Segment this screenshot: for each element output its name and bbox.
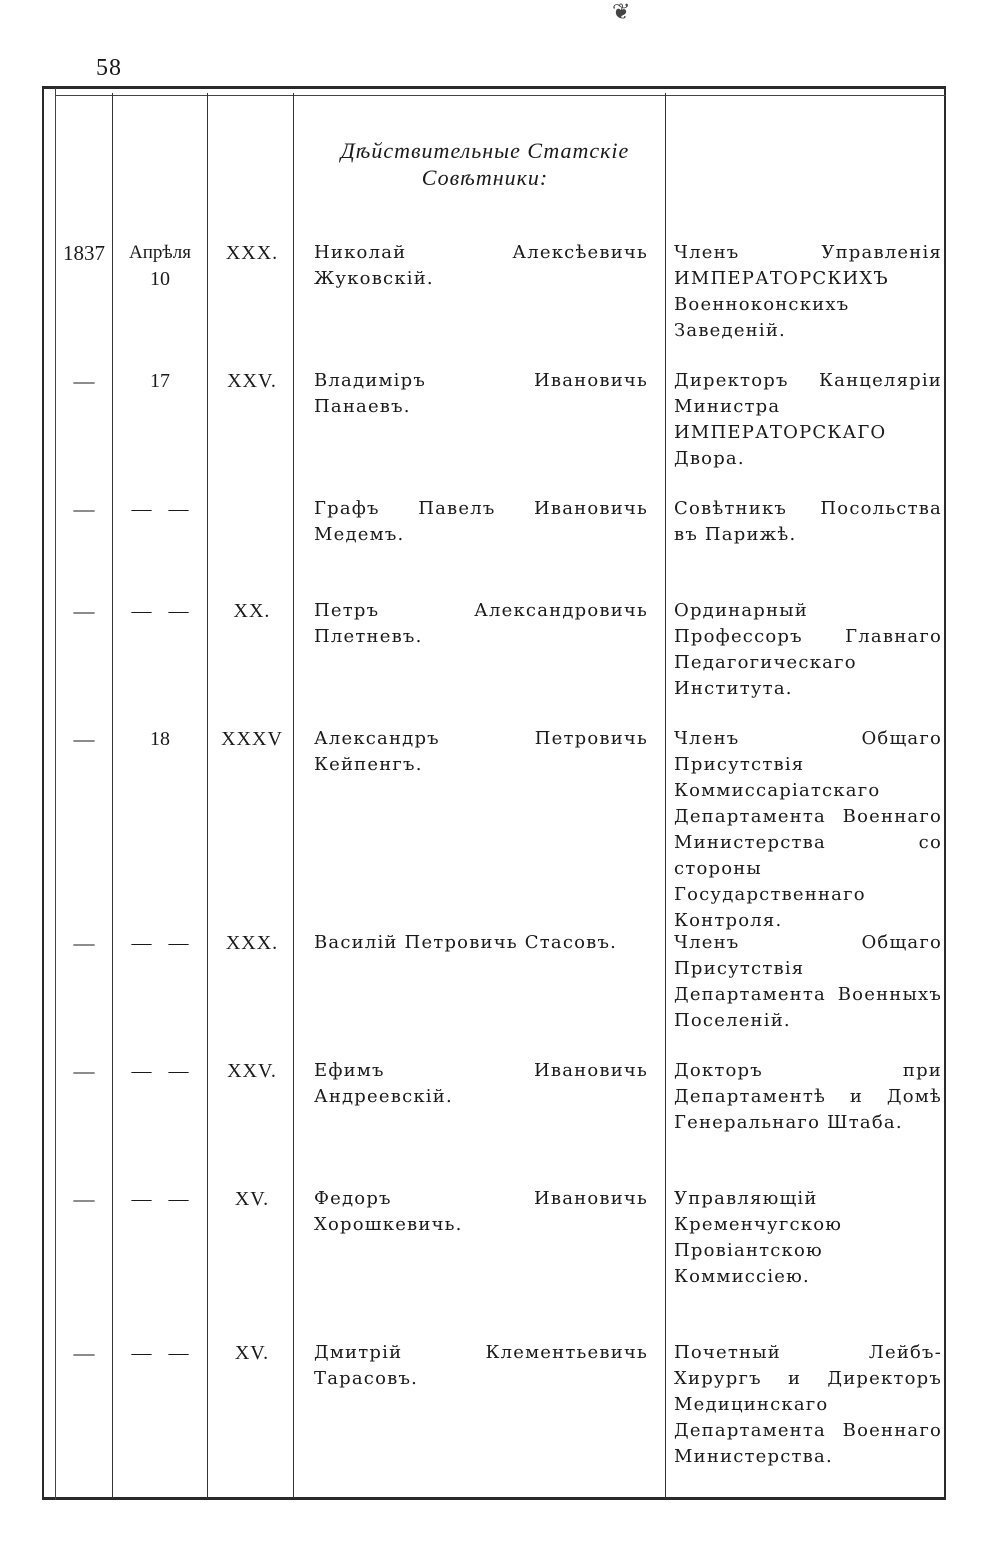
day-label: 10 (150, 268, 170, 290)
ditto-mark: — (168, 932, 189, 954)
post-cell: Управляющій Кременчугскою Провіантскою Коммиссіею. (674, 1188, 843, 1287)
top-rule (56, 95, 946, 96)
roman-numeral-cell: XXV. (227, 1060, 277, 1082)
ditto-mark: — (168, 1188, 189, 1210)
ditto-mark: — (168, 600, 189, 622)
year-cell: — (73, 497, 95, 521)
day-label: 18 (150, 728, 170, 750)
name-cell: Александръ Петровичь Кейпенгъ. (314, 728, 648, 775)
day-label: 17 (150, 370, 170, 392)
name-cell: Ефимъ Ивановичь Андреевскій. (314, 1060, 648, 1107)
year-cell: — (73, 727, 95, 751)
date-cell (114, 726, 206, 752)
ditto-mark: — (131, 498, 152, 520)
ditto-mark: — (131, 932, 152, 954)
post-cell: Членъ Общаго Присутствія Коммиссаріатскаго Департамента Военнаго Министерства со стороны Государственнаго Контроля. (674, 728, 942, 931)
ditto-mark: — (131, 1188, 152, 1210)
ditto-mark: — (168, 1342, 189, 1364)
date-cell (114, 496, 206, 522)
year-cell: — (73, 1059, 95, 1083)
month-label: Апрѣля (129, 242, 191, 263)
year-cell: — (73, 1187, 95, 1211)
ditto-mark: — (131, 1342, 152, 1364)
post-cell: Членъ Управленія ИМПЕРАТОРСКИХЪ Военноконскихъ Заведеній. (674, 242, 942, 341)
column-divider (293, 93, 294, 1499)
year-cell: — (73, 599, 95, 623)
ditto-mark: — (131, 600, 152, 622)
ornament: ❦ (612, 0, 631, 25)
post-cell: Директоръ Канцеляріи Министра ИМПЕРАТОРСКАГО Двора. (674, 370, 942, 469)
roman-numeral-cell: XV. (234, 1342, 270, 1364)
date-cell (114, 1058, 206, 1084)
date-cell (114, 240, 206, 292)
year-cell: — (73, 931, 95, 955)
name-cell: Николай Алексѣевичь Жуковскій. (314, 242, 648, 289)
ditto-mark: — (168, 498, 189, 520)
roman-numeral-cell: XX. (233, 600, 271, 622)
column-divider (207, 93, 208, 1499)
name-cell: Василій Петровичь Стасовъ. (314, 932, 618, 953)
column-divider (112, 93, 113, 1499)
name-cell: Петръ Александровичь Плетневъ. (314, 600, 648, 647)
roman-numeral-cell: XXX. (225, 932, 279, 954)
roman-numeral-cell: XXX. (225, 242, 279, 264)
column-divider (55, 88, 56, 1500)
roman-numeral-cell: XV. (234, 1188, 270, 1210)
name-cell: Дмитрій Клементьевичь Тарасовъ. (314, 1342, 648, 1389)
post-cell: Ординарный Профессоръ Главнаго Педагогическаго Института. (674, 600, 942, 699)
date-cell (114, 368, 206, 394)
post-cell: Докторъ при Департаментѣ и Домѣ Генеральнаго Штаба. (674, 1060, 942, 1133)
post-cell: Совѣтникъ Посольства въ Парижѣ. (674, 498, 942, 545)
year-cell: 1837 (63, 241, 105, 265)
column-divider (665, 93, 666, 1499)
name-cell: Владиміръ Ивановичь Панаевъ. (314, 370, 648, 417)
name-cell: Федоръ Ивановичь Хорошкевичь. (314, 1188, 648, 1235)
roman-numeral-cell: XXV. (227, 370, 277, 392)
year-cell: — (73, 369, 95, 393)
post-cell: Почетный Лейбъ-Хирургъ и Директоръ Медицинскаго Департамента Военнаго Министерства. (674, 1342, 942, 1467)
date-cell (114, 1186, 206, 1212)
ditto-mark: — (168, 1060, 189, 1082)
page-number: 58 (96, 55, 122, 81)
post-cell: Членъ Общаго Присутствія Департамента Военныхъ Поселеній. (674, 932, 942, 1031)
date-cell (114, 598, 206, 624)
year-cell: — (73, 1341, 95, 1365)
ditto-mark: — (131, 1060, 152, 1082)
date-cell (114, 930, 206, 956)
name-cell: Графъ Павелъ Ивановичь Медемъ. (314, 498, 648, 545)
date-cell (114, 1340, 206, 1366)
section-heading: Дѣйствительные Статскіе Совѣтники: (340, 138, 630, 190)
roman-numeral-cell: XXXV (221, 728, 283, 750)
